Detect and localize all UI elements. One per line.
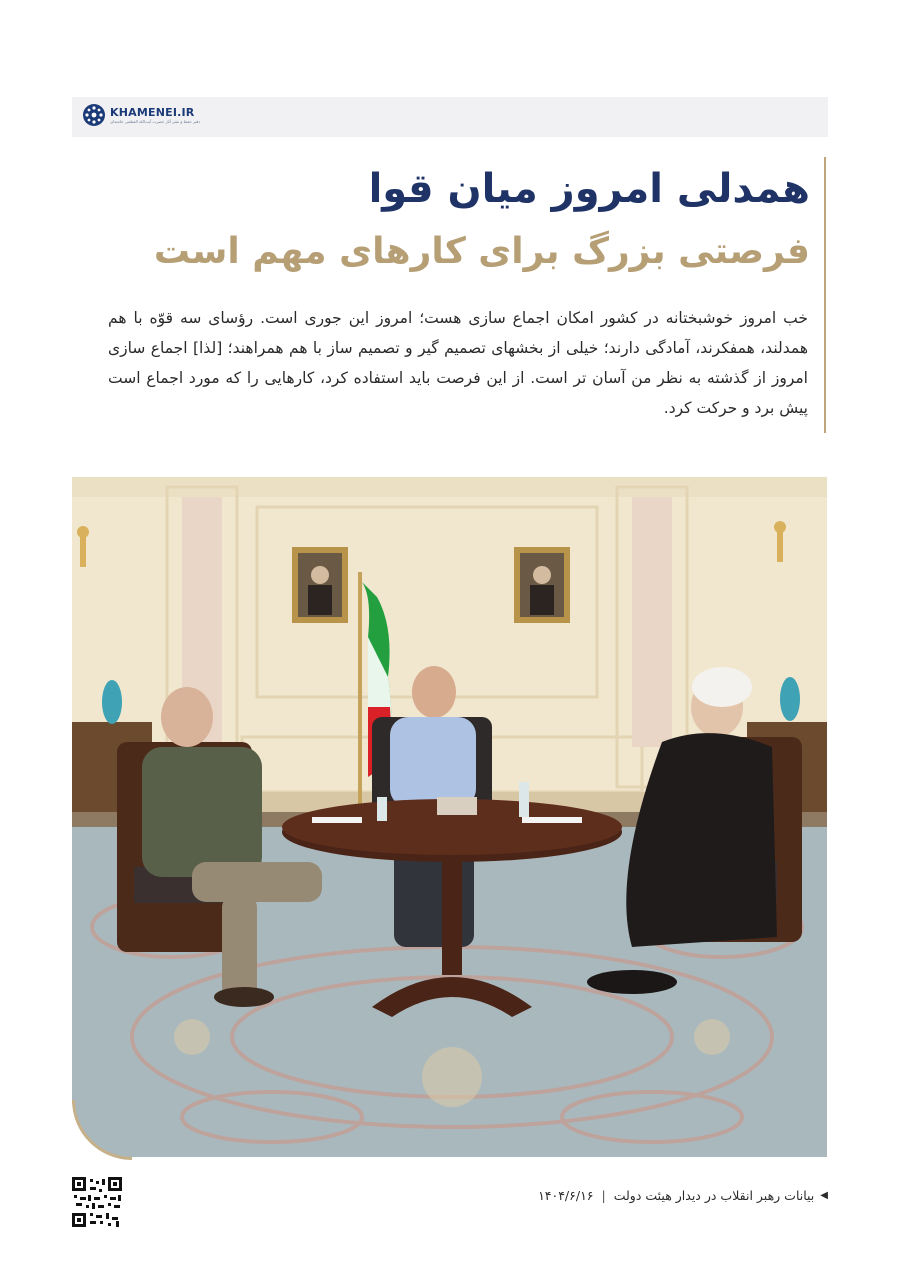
meeting-photo — [72, 477, 827, 1157]
logo-emblem-icon — [82, 103, 106, 127]
header-bar — [72, 97, 828, 137]
qr-code-icon[interactable] — [72, 1177, 122, 1227]
logo-tagline: دفتر حفظ و نشر آثار حضرت آیت‌الله العظمی خامنه‌ای — [110, 118, 201, 124]
headline-subtitle: فرصتی بزرگ برای کارهای مهم است — [153, 231, 810, 272]
footer-caption — [538, 1188, 828, 1203]
portrait-icon — [514, 547, 570, 623]
footer-separator: | — [601, 1188, 606, 1203]
title-accent-line — [824, 157, 826, 433]
caret-left-icon: ◀ — [820, 1190, 828, 1201]
logo-text: KHAMENEI.IR — [110, 105, 195, 119]
quote-text: خب امروز خوشبختانه در کشور امکان اجماع سازی هست؛ امروز این جوری است. رؤسای سه قوّه با هم همدلند، همفکرند، آمادگی دارند؛ خیلی از بخشهای تصمیم گیر و تصمیم ساز با هم همراهند؛ [لذا] اجماع سازی امروز از گذشته به نظر من آسان تر است. از این فرصت باید استفاده کرد، کارهایی را که مورد اجماع است پیش برد و حرکت کرد. — [108, 309, 808, 417]
meeting-illustration — [72, 477, 827, 1157]
footer-date: ۱۴۰۴/۶/۱۶ — [538, 1188, 594, 1203]
footer-caption-text: بیانات رهبر انقلاب در دیدار هیئت دولت — [613, 1188, 815, 1203]
site-logo[interactable] — [82, 103, 200, 127]
portrait-icon — [292, 547, 348, 623]
headline-title: همدلی امروز میان قوا — [368, 166, 810, 212]
